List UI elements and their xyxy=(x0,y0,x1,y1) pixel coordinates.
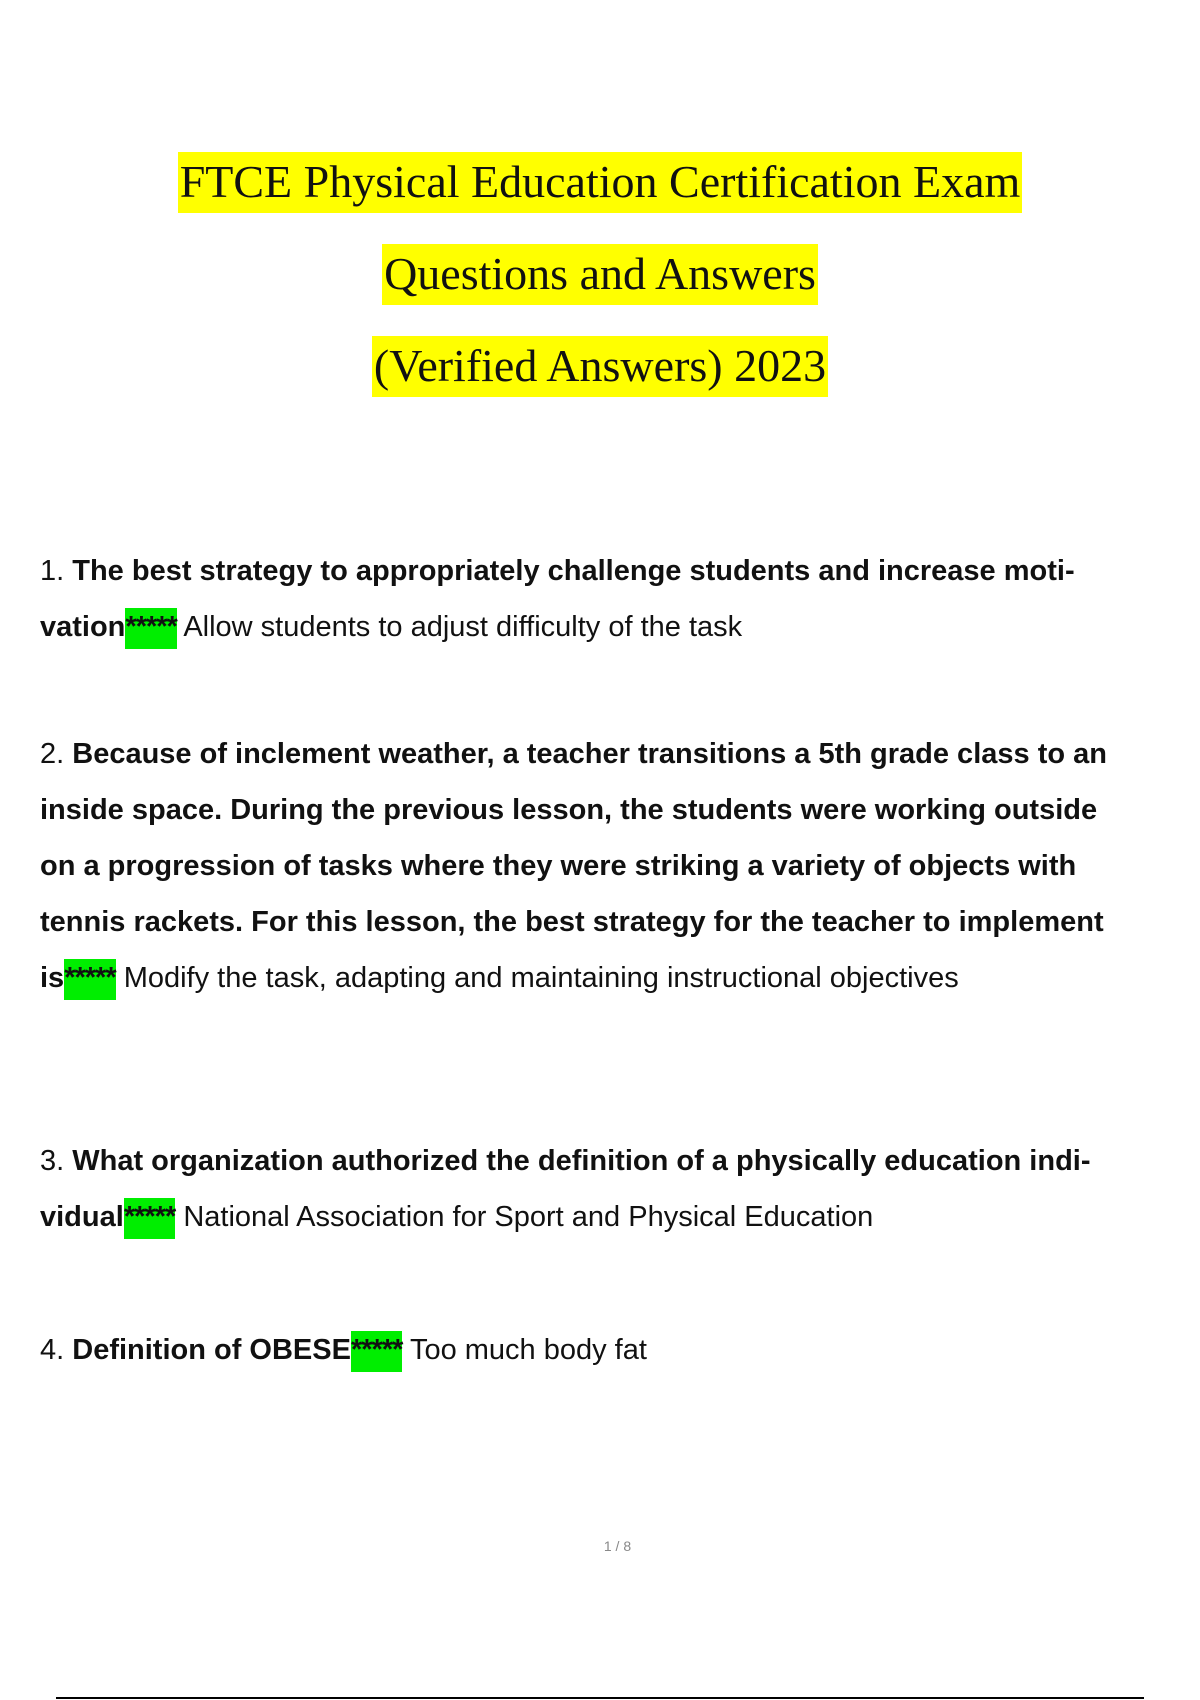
question-number: 2. xyxy=(40,738,65,770)
question-line xyxy=(40,838,1200,894)
question-line xyxy=(40,894,1200,950)
question-text: The best strategy to appropriately challenge students and increase moti- xyxy=(72,555,1075,587)
question-number: 1. xyxy=(40,555,65,587)
question-line xyxy=(40,782,1200,838)
answer-text: National Association for Sport and Physical Education xyxy=(183,1201,874,1233)
title-line-2: Questions and Answers xyxy=(0,228,1200,320)
question-text: on a progression of tasks where they were striking a variety of objects with xyxy=(40,850,1077,882)
question-text: Because of inclement weather, a teacher transitions a 5th grade class to an xyxy=(72,738,1107,770)
question-number: 3. xyxy=(40,1145,65,1177)
question-text: is xyxy=(40,962,65,994)
question-line xyxy=(40,950,1200,1006)
question-line xyxy=(40,1189,1200,1245)
question-text: vation xyxy=(40,611,126,643)
question-line xyxy=(40,543,1200,599)
answer-marker: ***** xyxy=(64,959,115,1000)
answer-text: Too much body fat xyxy=(409,1334,647,1366)
question-text: inside space. During the previous lesson, the students were working outside xyxy=(40,794,1098,826)
answer-marker: ***** xyxy=(125,608,176,649)
answer-marker: ***** xyxy=(124,1198,175,1239)
answer-text: Modify the task, adapting and maintaining instructional objectives xyxy=(123,962,959,994)
answer-text: Allow students to adjust difficulty of the task xyxy=(183,611,743,643)
answer-marker: ***** xyxy=(351,1331,402,1372)
footer-divider xyxy=(56,1697,1144,1699)
question-number: 4. xyxy=(40,1334,65,1366)
question-text: vidual xyxy=(40,1201,124,1233)
qa-item-2 xyxy=(40,726,1200,1006)
question-line xyxy=(40,1322,1200,1378)
qa-item-3 xyxy=(40,1133,1200,1245)
title-line-1: FTCE Physical Education Certification Exam xyxy=(0,136,1200,228)
title-line-3: (Verified Answers) 2023 xyxy=(0,320,1200,412)
question-line xyxy=(40,599,1200,655)
page-number: 1 / 8 xyxy=(603,1538,632,1554)
question-line xyxy=(40,726,1200,782)
question-text: Definition of OBESE xyxy=(72,1334,351,1366)
question-text: tennis rackets. For this lesson, the best strategy for the teacher to implement xyxy=(40,906,1104,938)
question-text: What organization authorized the definition of a physically education indi- xyxy=(72,1145,1091,1177)
document-title xyxy=(0,136,1200,412)
qa-item-4 xyxy=(40,1322,1200,1378)
qa-item-1 xyxy=(40,543,1200,655)
question-line xyxy=(40,1133,1200,1189)
